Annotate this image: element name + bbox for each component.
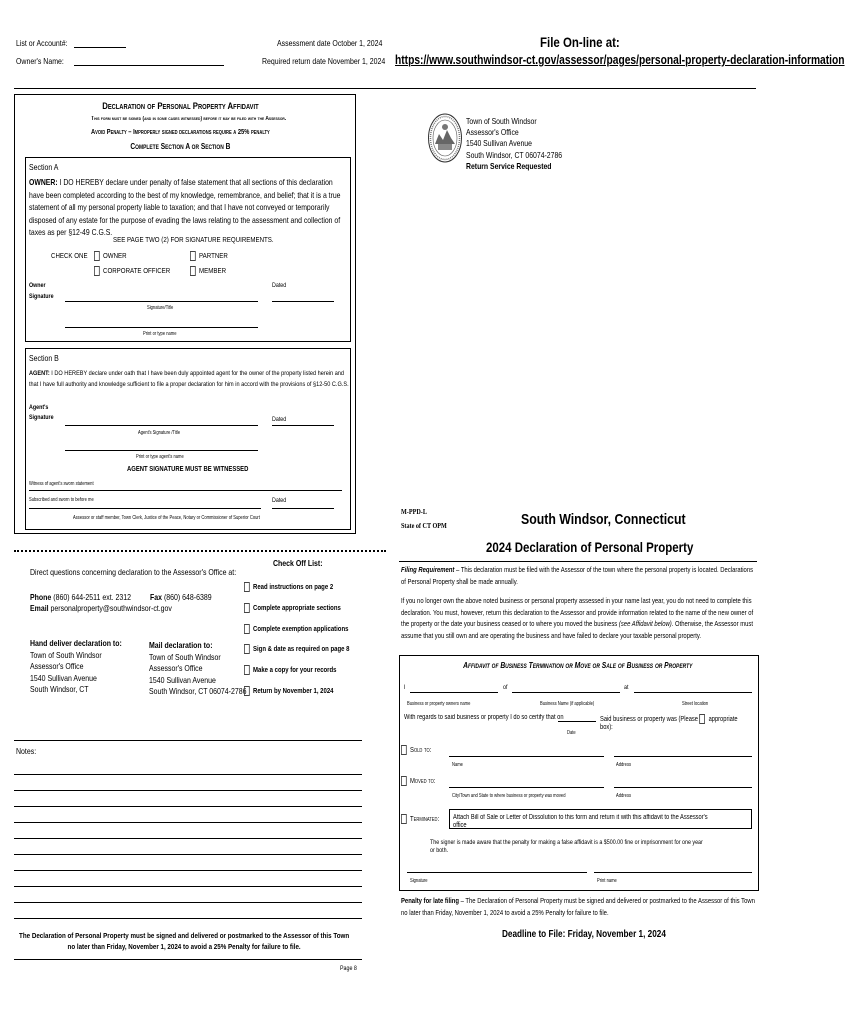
- notes-label: Notes:: [16, 746, 37, 756]
- owner-print-name-field[interactable]: [65, 327, 258, 328]
- termination-title: Affidavit of Business Termination or Move or Sale of Business or Property: [463, 661, 693, 670]
- notes-line[interactable]: [14, 774, 362, 775]
- filing-label: Filing Requirement: [401, 565, 455, 574]
- section-b-dated2-label: Dated: [272, 497, 287, 504]
- checklist-item-label: Complete appropriate sections: [253, 602, 341, 612]
- address-caption: Address: [616, 762, 632, 768]
- hand-line-4: South Windsor, CT: [30, 684, 89, 694]
- notes-line[interactable]: [14, 806, 362, 807]
- owner-label: OWNER:: [29, 177, 58, 187]
- town-seal-icon: [427, 112, 463, 164]
- fax-row: [150, 592, 212, 603]
- agent-date-field[interactable]: [272, 425, 334, 426]
- town-return-address: [466, 116, 562, 172]
- checkbox-moved-to[interactable]: [401, 776, 407, 786]
- checkbox-terminated[interactable]: [401, 814, 407, 824]
- notes-top-divider: [14, 740, 362, 741]
- section-a-dated-label: Dated: [272, 282, 287, 289]
- checklist-item[interactable]: [244, 598, 349, 619]
- notes-line[interactable]: [14, 822, 362, 823]
- form-code: M-PPD-L: [401, 507, 427, 516]
- subscribed-date-field[interactable]: [272, 508, 334, 509]
- mail-block: [149, 640, 247, 698]
- option-member[interactable]: [190, 266, 226, 276]
- check-one-label: CHECK ONE: [51, 251, 88, 260]
- notes-bottom-divider: [14, 959, 362, 960]
- biz-name-caption: Business Name (if applicable): [540, 701, 595, 707]
- mail-line-4: South Windsor, CT 06074-2786: [149, 686, 247, 696]
- email-address[interactable]: personalproperty@southwindsor-ct.gov: [50, 603, 172, 613]
- option-member-label: MEMBER: [199, 266, 227, 275]
- termination-at: at: [624, 684, 629, 691]
- notes-line[interactable]: [14, 886, 362, 887]
- late-filing-paragraph: [401, 895, 757, 918]
- print-name-caption: Print or type name: [143, 331, 177, 337]
- checklist-item[interactable]: [244, 577, 349, 598]
- checkbox-sold-to[interactable]: [401, 745, 407, 755]
- town-address-line-3: 1540 Sullivan Avenue: [466, 138, 532, 149]
- checkbox-member[interactable]: [190, 266, 196, 276]
- notes-line[interactable]: [14, 902, 362, 903]
- regards-text-3: appropriate box):: [600, 715, 738, 732]
- email-row: [30, 603, 172, 614]
- checklist-item-label: Complete exemption applications: [253, 623, 349, 633]
- affidavit-title: Declaration of Personal Property Affidavit: [102, 101, 259, 112]
- moved-to-option[interactable]: [401, 776, 435, 786]
- biz-owner-caption: Business or property owners name: [407, 701, 471, 707]
- late-text: – The Declaration of Personal Property must be signed and delivered or postmarked to the Assessor of this Town no later than Friday, November 1, 2024 to avoid a 25% Penalty for failure to file.: [401, 896, 755, 917]
- filing-requirement: [401, 564, 757, 587]
- declaration-divider: [399, 561, 757, 562]
- terminated-option[interactable]: [401, 814, 439, 824]
- agent-sig-title-caption: Agent's Signature /Title: [138, 430, 181, 436]
- owner-sig-label-2: Signature: [29, 293, 54, 300]
- checklist-item[interactable]: [244, 660, 349, 681]
- hand-line-1: Town of South Windsor: [30, 649, 102, 660]
- termination-date-input[interactable]: [558, 721, 596, 722]
- fax-number: (860) 648-6389: [163, 592, 212, 602]
- deadline-notice: Deadline to File: Friday, November 1, 2024: [502, 929, 666, 940]
- return-date: Required return date November 1, 2024: [262, 56, 386, 66]
- town-address-line-2: Assessor's Office: [466, 127, 519, 138]
- sold-to-option[interactable]: [401, 745, 431, 755]
- para2-text-a: If you no longer own the above noted business or personal property assessed in your name last year, you do not need to complete this declaration. You must, however, return this declaration to the Assessor and provide information related to the name of the new owner of the property or the date your business ceased or to where you moved the business: [401, 596, 754, 628]
- phone-number: (860) 644-2511 ext. 2312: [53, 592, 132, 602]
- agent-print-name-field[interactable]: [65, 450, 258, 451]
- affidavit-line-1: This form must be signed (and in some cases witnessed) before it may be filed with the Assessor.: [91, 116, 287, 122]
- checklist-checkbox[interactable]: [244, 644, 250, 654]
- email-label: Email: [30, 603, 49, 613]
- sold-to-address-input[interactable]: [614, 756, 752, 757]
- assessor-staff-caption: Assessor or staff member, Town Clerk, Justice of the Peace, Notary or Commissioner of Superior Court: [73, 515, 260, 521]
- file-online-heading: File On-line at:: [540, 34, 620, 50]
- assessment-date: Assessment date October 1, 2024: [277, 38, 383, 48]
- print-name-caption-2: Print name: [597, 878, 617, 884]
- checkbox-corporate-officer[interactable]: [94, 266, 100, 276]
- declaration-title: 2024 Declaration of Personal Property: [486, 539, 694, 555]
- checklist-checkbox[interactable]: [244, 665, 250, 675]
- owner-statement: I DO HEREBY declare under penalty of false statement that all sections of this declaration have been completed according to the best of my knowledge, remembrance, and belief; that it is a true statement of all my personal property liable to taxation; and that I have not conveyed or temporarily disposed of any estate for the purpose of evading the laws relating to the assessment and collection of taxes as per §12-49 C.G.S.: [29, 177, 341, 237]
- notes-footer: The Declaration of Personal Property must be signed and delivered or postmarked to the Assessor of this Town no later than Friday, November 1, 2024 to avoid a 25% Penalty for failure to file.: [19, 931, 350, 951]
- checkbox-partner[interactable]: [190, 251, 196, 261]
- para2-text-b: (see Affidavit below).: [618, 619, 674, 628]
- sold-to-label: Sold to:: [410, 744, 432, 754]
- checklist-item-label: Sign & date as required on page 8: [253, 644, 350, 654]
- mail-title: Mail declaration to:: [149, 640, 213, 650]
- affidavit-line-3: Complete Section A or Section B: [130, 142, 231, 151]
- section-a-statement: [29, 176, 349, 239]
- para2-text-c: Otherwise, the Assessor must assume that you still own and are operating the business and have failed to declare your taxable personal property.: [401, 619, 753, 640]
- signature-caption: Signature: [410, 878, 428, 884]
- termination-i: I: [404, 684, 406, 691]
- signature-title-caption: Signature/Title: [147, 305, 174, 311]
- section-b-statement: [29, 368, 349, 390]
- print-agent-caption: Print or type agent's name: [136, 454, 184, 460]
- owner-name-input[interactable]: [410, 692, 498, 693]
- attach-notice: Attach Bill of Sale or Letter of Dissolution to this form and return it with this affidavit to the Assessor's office: [453, 814, 708, 830]
- affidavit-line-2: Avoid Penalty – Improperly signed declarations require a 25% penalty: [91, 129, 270, 136]
- mail-line-3: 1540 Sullivan Avenue: [149, 674, 216, 685]
- witness-field[interactable]: [29, 490, 342, 491]
- header-divider: [14, 88, 756, 89]
- checklist-checkbox[interactable]: [244, 603, 250, 613]
- list-account-field[interactable]: [74, 47, 126, 48]
- subscribed-field[interactable]: [29, 508, 261, 509]
- terminated-label: Terminated:: [410, 813, 440, 823]
- contact-top-divider: [14, 550, 386, 552]
- witness-label: Witness of agent's sworn statement: [29, 481, 94, 487]
- online-url-link[interactable]: https://www.southwindsor-ct.gov/assessor/pages/personal-property-declaration-information: [395, 53, 845, 67]
- checklist-item[interactable]: [244, 619, 349, 640]
- moved-to-city-input[interactable]: [449, 787, 604, 788]
- form-state: State of CT OPM: [401, 521, 447, 530]
- direct-questions: Direct questions concerning declaration to the Assessor's Office at:: [30, 567, 237, 577]
- notes-line[interactable]: [14, 838, 362, 839]
- penalty-signer-notice: The signer is made aware that the penalty for making a false affidavit is a $500.00 fine or imprisonment for one year or both.: [430, 839, 703, 854]
- name-caption: Name: [452, 762, 463, 768]
- termination-print-name-input[interactable]: [594, 872, 752, 873]
- owner-name-label: Owner's Name:: [16, 56, 64, 66]
- town-address-line-4: South Windsor, CT 06074-2786: [466, 149, 563, 160]
- town-address-line-1: Town of South Windsor: [466, 116, 537, 126]
- option-partner-label: PARTNER: [199, 251, 228, 260]
- checklist-checkbox[interactable]: [244, 624, 250, 634]
- option-corporate-officer-label: CORPORATE OFFICER: [103, 266, 171, 275]
- hand-deliver-title: Hand deliver declaration to:: [30, 638, 122, 648]
- see-page-two: SEE PAGE TWO (2) FOR SIGNATURE REQUIREMENTS.: [113, 235, 274, 244]
- checkbox-owner[interactable]: [94, 251, 100, 261]
- late-label: Penalty for late filing: [401, 896, 459, 905]
- checklist-title: Check Off List:: [273, 558, 323, 568]
- agent-sig-label-1: Agent's: [29, 404, 49, 411]
- moved-to-address-input[interactable]: [614, 787, 752, 788]
- hand-deliver-block: [30, 638, 122, 696]
- checklist-checkbox[interactable]: [244, 582, 250, 592]
- section-a-heading: Section A: [29, 162, 59, 172]
- termination-of: of: [503, 684, 508, 691]
- agent-sig-label-2: Signature: [29, 414, 54, 421]
- owner-name-field[interactable]: [74, 65, 224, 66]
- notes-line[interactable]: [14, 790, 362, 791]
- street-caption: Street location: [682, 701, 709, 707]
- notes-line[interactable]: [14, 918, 362, 919]
- checklist-item[interactable]: [244, 639, 349, 660]
- moved-to-label: Moved to:: [410, 775, 436, 785]
- checklist-item-label: Return by November 1, 2024: [253, 685, 334, 695]
- return-service-requested: Return Service Requested: [466, 160, 552, 171]
- agent-statement: I DO HEREBY declare under oath that I have been duly appointed agent for the owner of the property listed herein and that I have full authority and knowledge sufficient to file a proper declaration for him in accord with the provisions of §12-50 C.G.S.: [29, 370, 349, 388]
- checklist-item-label: Read instructions on page 2: [253, 582, 334, 591]
- page-number: Page 8: [340, 965, 357, 972]
- notes-line[interactable]: [14, 870, 362, 871]
- option-owner[interactable]: [94, 251, 127, 261]
- mail-line-2: Assessor's Office: [149, 663, 203, 673]
- option-corporate-officer[interactable]: [94, 266, 170, 276]
- regards-text-2: [600, 714, 739, 733]
- street-location-input[interactable]: [634, 692, 752, 693]
- business-name-input[interactable]: [512, 692, 620, 693]
- declaration-town: South Windsor, Connecticut: [521, 511, 686, 528]
- filing-text: – This declaration must be filed with the Assessor of the town where the personal property is located. Declarations of Personal Property shall be made annually.: [401, 565, 754, 586]
- regards-text-2a: Said business or property was (Please: [600, 715, 698, 723]
- termination-affidavit-box: [399, 655, 759, 891]
- checkbox-icon: [700, 714, 706, 724]
- list-account-label: List or Account#:: [16, 38, 68, 48]
- termination-signature-input[interactable]: [407, 872, 587, 873]
- option-partner[interactable]: [190, 251, 228, 261]
- city-caption: City/Town and State to where business or property was moved: [452, 793, 566, 799]
- no-longer-own-paragraph: [401, 595, 757, 641]
- subscribed-label: Subscribed and sworn to before me: [29, 497, 94, 503]
- section-b-heading: Section B: [29, 353, 59, 363]
- regards-text-1: With regards to said business or property I do so certify that on: [404, 714, 564, 721]
- phone-label: Phone: [30, 592, 52, 602]
- agent-signature-field[interactable]: [65, 425, 258, 426]
- notes-line[interactable]: [14, 854, 362, 855]
- owner-sig-label-1: Owner: [29, 282, 46, 289]
- checklist-checkbox[interactable]: [244, 686, 250, 696]
- hand-line-3: 1540 Sullivan Avenue: [30, 672, 97, 683]
- sold-to-name-input[interactable]: [449, 756, 604, 757]
- checklist-item[interactable]: [244, 681, 349, 702]
- checklist-item-label: Make a copy for your records: [253, 665, 337, 675]
- hand-line-2: Assessor's Office: [30, 661, 84, 671]
- address2-caption: Address: [616, 793, 632, 799]
- phone-row: [30, 592, 131, 603]
- mail-line-1: Town of South Windsor: [149, 651, 221, 662]
- option-owner-label: OWNER: [103, 251, 127, 260]
- date-caption: Date: [567, 730, 576, 736]
- owner-signature-field[interactable]: [65, 301, 258, 302]
- fax-label: Fax: [150, 592, 163, 602]
- owner-date-field[interactable]: [272, 301, 334, 302]
- agent-witnessed-notice: AGENT SIGNATURE MUST BE WITNESSED: [127, 464, 249, 473]
- section-b-dated-label: Dated: [272, 416, 287, 423]
- agent-label: AGENT:: [29, 370, 50, 377]
- checklist: [244, 577, 349, 702]
